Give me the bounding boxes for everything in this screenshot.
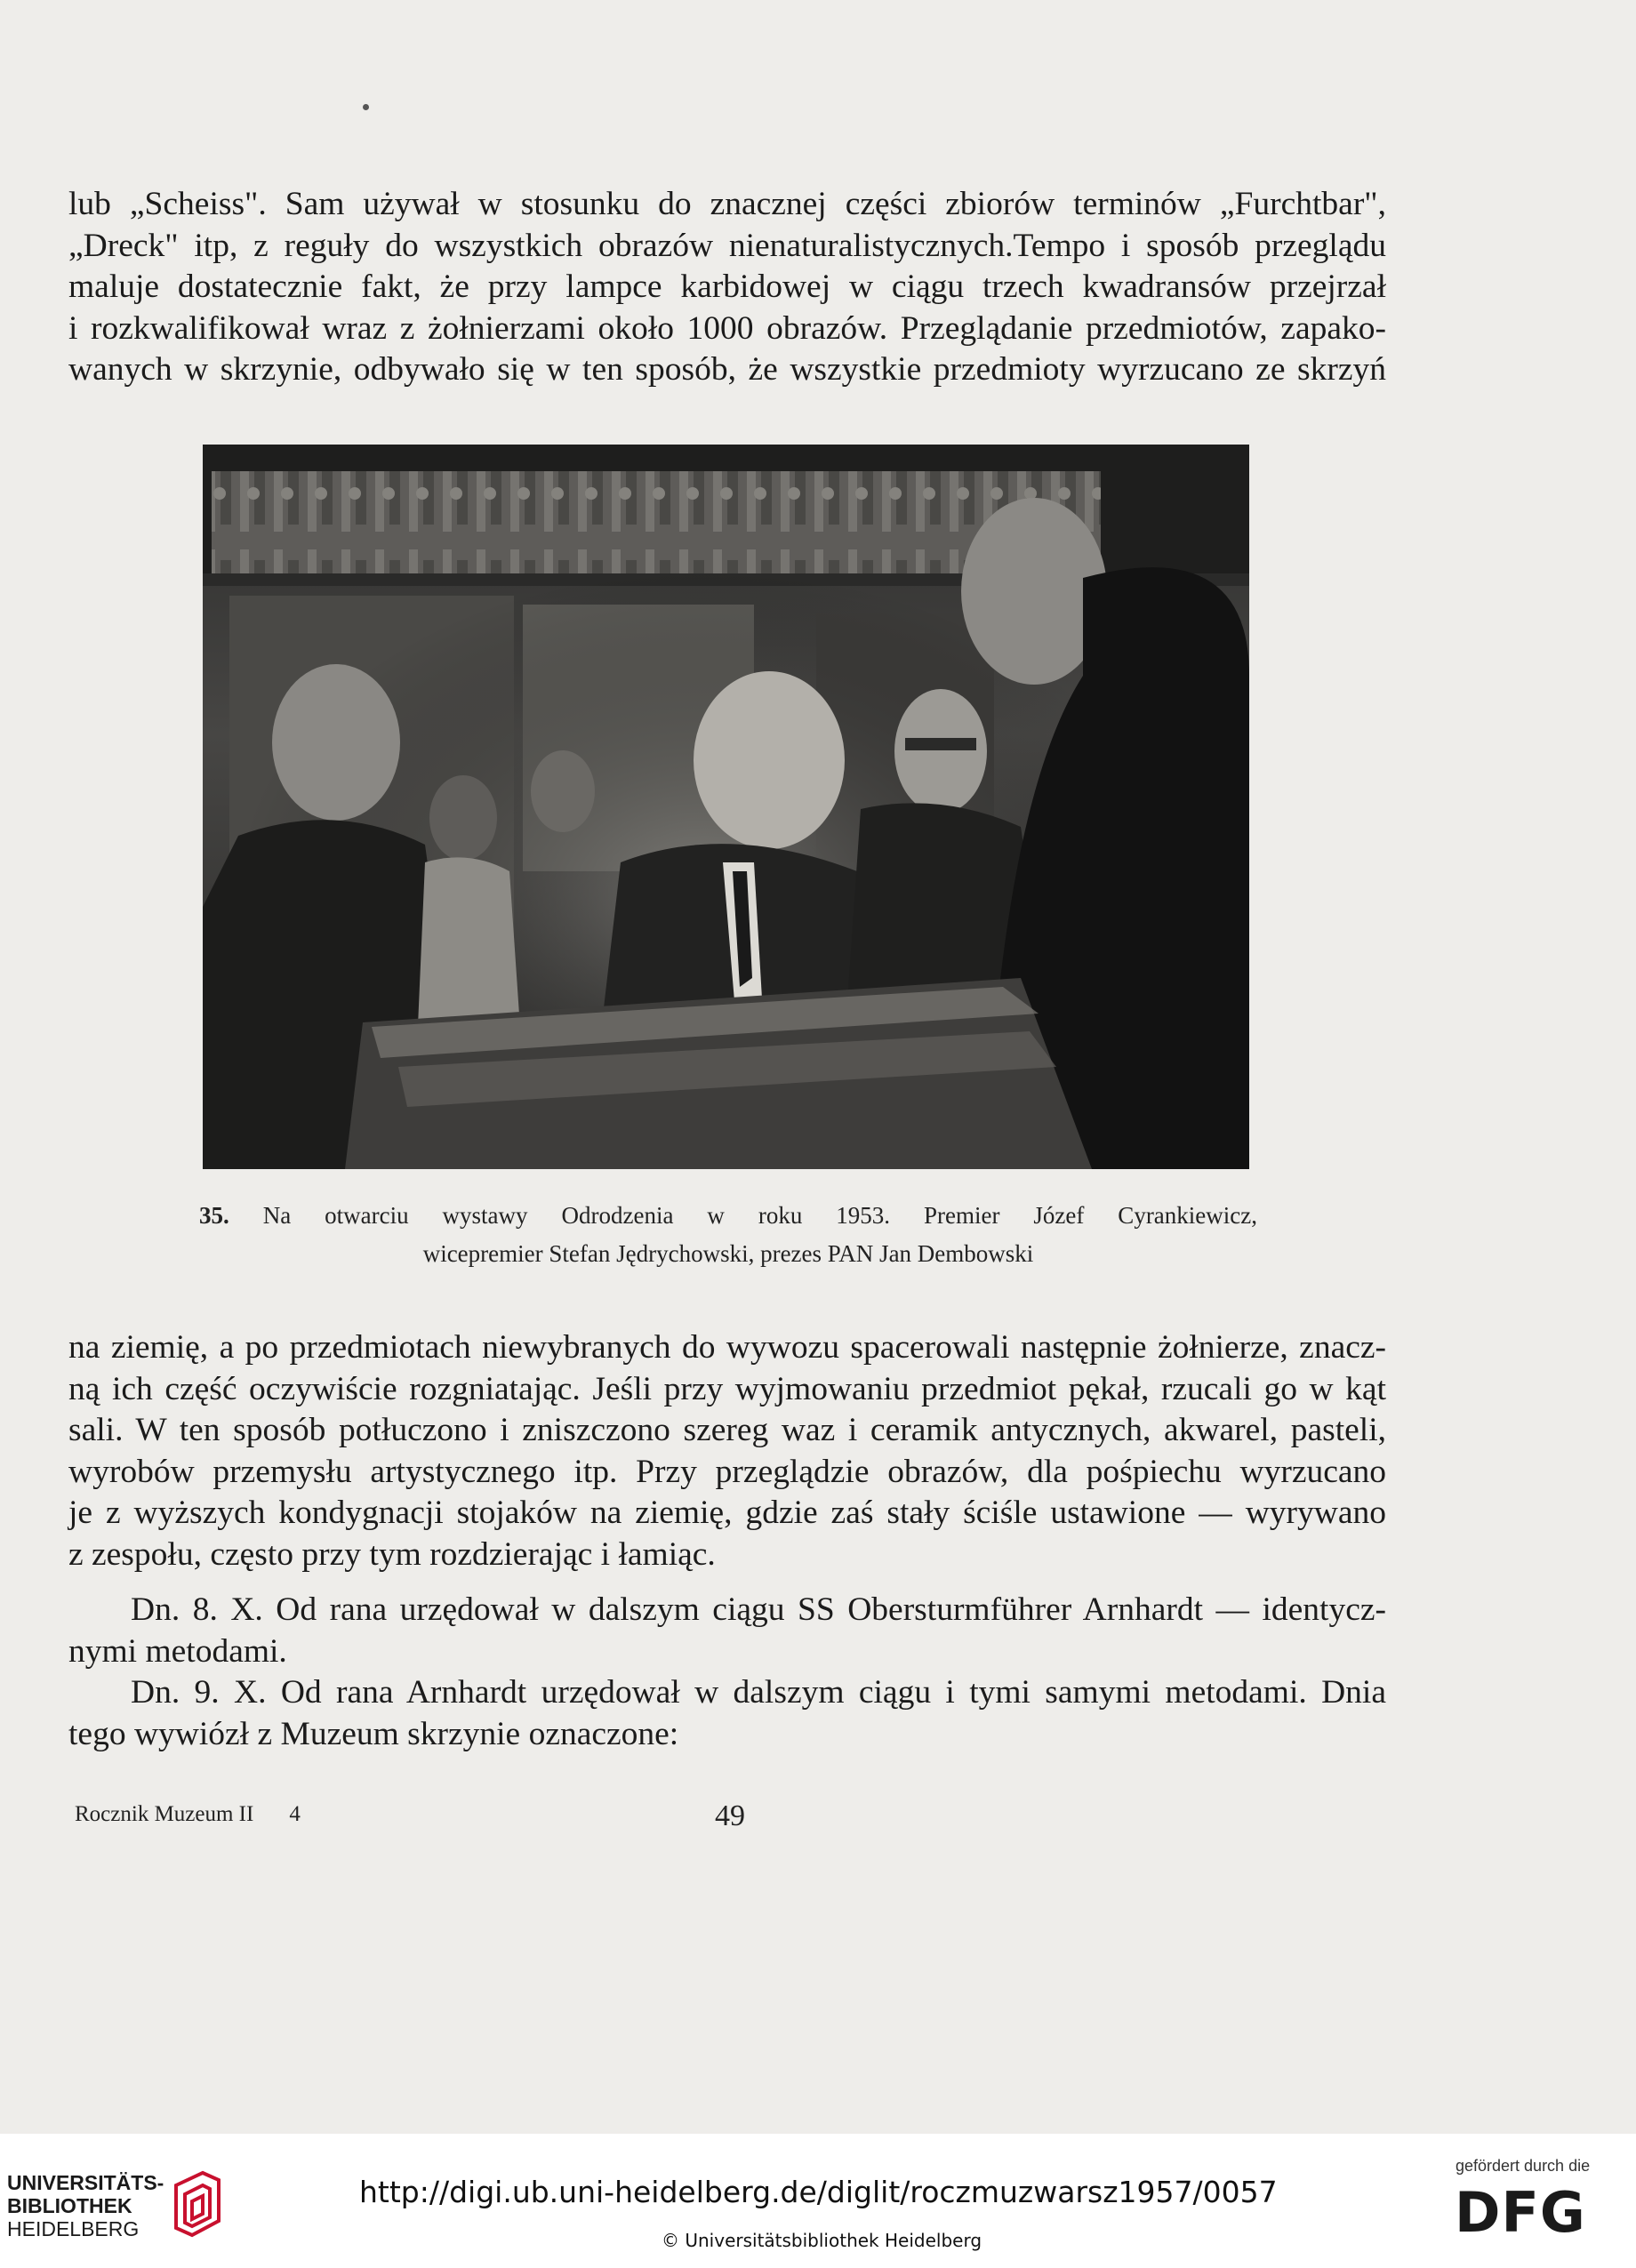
dfg-logo[interactable]: DFG [1455,2180,1586,2245]
running-footer [75,1802,301,1827]
page-number: 49 [715,1799,745,1832]
text-line: i rozkwalifikował wraz z żołnierzami około 1000 obrazów. Przeglądanie przedmiotów, zapako- [68,309,1386,347]
caption-text: Na otwarciu wystawy Odrodzenia w roku 1953. Premier Józef Cyrankiewicz, [262,1202,1257,1229]
caption-line: wicepremier Stefan Jędrychowski, prezes PAN Jan Dembowski [422,1240,1034,1267]
figure-photograph [203,445,1249,1169]
text-line: nymi metodami. [68,1632,287,1670]
text-line: „Dreck" itp, z reguły do wszystkich obrazów nienaturalistycznych.Tempo i sposób przeglądu [68,227,1386,264]
logo-line: UNIVERSITÄTS- [7,2171,164,2194]
funding-label: gefördert durch die [1456,2157,1591,2175]
figure-number: 35. [199,1202,229,1229]
university-library-logo-text[interactable] [7,2171,164,2240]
ink-speck [363,104,369,110]
figure-caption [199,1197,1257,1273]
running-title: Rocznik Muzeum II [75,1802,254,1826]
text-line: sali. W ten sposób potłuczono i zniszczono szereg waz i ceramik antycznych, akwarel, pasteli, [68,1412,1386,1448]
text-line: Dn. 9. X. Od rana Arnhardt urzędował w dalszym ciągu i tymi samymi metodami. Dnia [131,1674,1386,1711]
library-footer [0,2134,1636,2268]
signature-mark: 4 [289,1802,301,1826]
caption-line [199,1197,1257,1235]
text-line: maluje dostatecznie fakt, że przy lampce karbidowej w ciągu trzech kwadransów przejrzał [68,268,1386,305]
text-line: z zespołu, często przy tym rozdzierając i łamiąc. [68,1535,716,1573]
photo-illustration [203,445,1249,1169]
digital-copy-url-link[interactable]: http://digi.ub.uni-heidelberg.de/diglit/roczmuzwarsz1957/0057 [359,2175,1278,2209]
text-line: ną ich część oczywiście rozgniatając. Jeśli przy wyjmowaniu przedmiot pękał, rzucali go w kąt [68,1370,1386,1407]
logo-line: BIBLIOTHEK [7,2194,132,2217]
text-line: je z wyższych kondygnacji stojaków na ziemię, gdzie zaś stały ściśle ustawione — wyrywano [68,1495,1386,1531]
text-line: Dn. 8. X. Od rana urzędował w dalszym ciągu SS Obersturmführer Arnhardt — identycz- [131,1591,1386,1628]
logo-line: HEIDELBERG [7,2217,140,2240]
body-paragraph-2 [68,1327,1386,1575]
text-line: wanych w skrzynie, odbywało się w ten sposób, że wszystkie przedmioty wyrzucano ze skrzyń [68,351,1386,388]
body-paragraph-4 [68,1672,1386,1755]
body-paragraph-3 [68,1590,1386,1672]
ub-heidelberg-logo-icon[interactable] [167,2168,224,2240]
copyright-notice: © Universitätsbibliothek Heidelberg [662,2230,982,2251]
text-line: lub „Scheiss". Sam używał w stosunku do znacznej części zbiorów terminów „Furchtbar", [68,186,1386,222]
text-line: na ziemię, a po przedmiotach niewybranych do wywozu spacerowali następnie żołnierze, znacz- [68,1329,1386,1366]
text-line: wyrobów przemysłu artystycznego itp. Przy przeglądzie obrazów, dla pośpiechu wyrzucano [68,1453,1386,1490]
body-paragraph-1 [68,184,1386,391]
text-line: tego wywiózł z Muzeum skrzynie oznaczone: [68,1715,679,1752]
